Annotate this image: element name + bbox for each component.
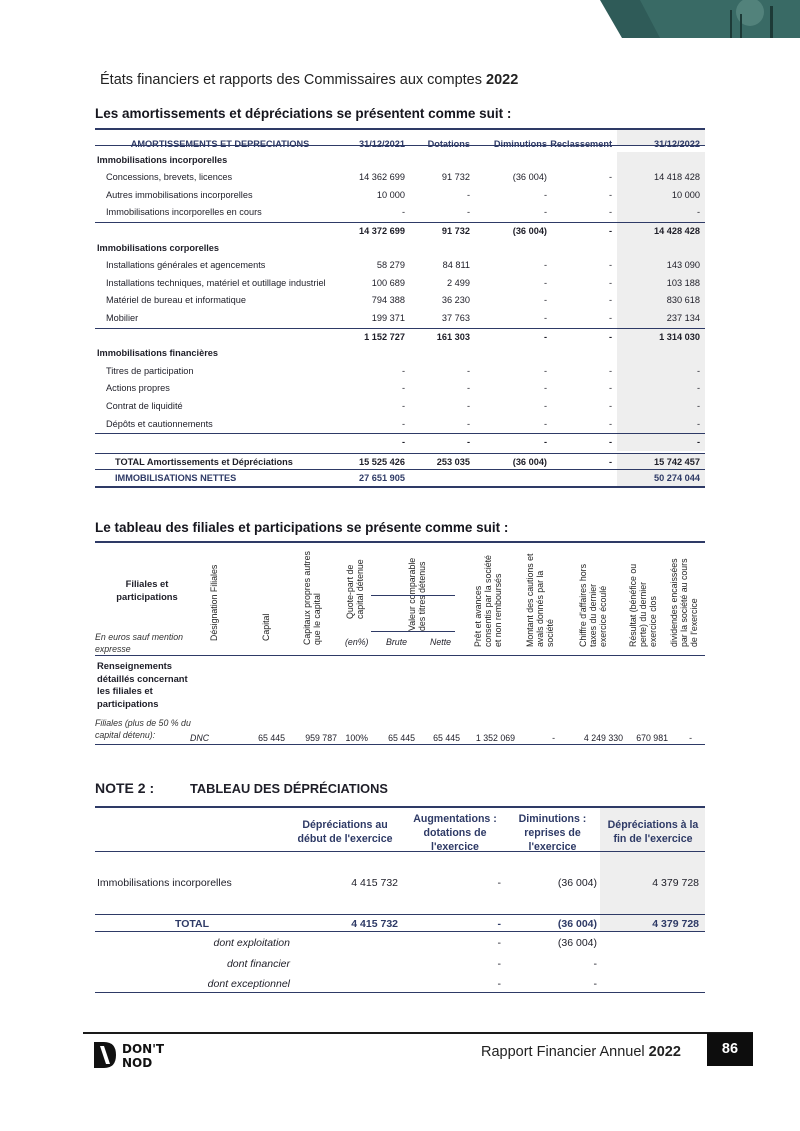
cell: 959 787 — [305, 733, 337, 743]
company-logo — [92, 1040, 192, 1070]
cell: - — [466, 365, 470, 376]
footer-report-title — [481, 1044, 681, 1060]
cell: - — [497, 958, 501, 970]
cell: 4 379 728 — [652, 877, 699, 889]
row-label: dont exploitation — [213, 937, 290, 949]
cell: - — [608, 418, 612, 429]
cell: - — [696, 365, 700, 376]
row-label: TOTAL Amortissements et Dépréciations — [115, 456, 293, 467]
page-number: 86 — [707, 1033, 753, 1066]
cell: 50 274 044 — [654, 473, 700, 484]
section-title-amortissements: Les amortissements et dépréciations se présentent comme suit : — [95, 106, 512, 121]
cell: 100 689 — [371, 277, 405, 288]
cell: - — [552, 733, 555, 743]
row-label: Contrat de liquidité — [106, 400, 183, 411]
cell: - — [696, 437, 700, 448]
cell: DNC — [190, 733, 210, 743]
row-label: Filiales (plus de 50 % du capital détenu): — [95, 718, 191, 740]
column-header: Désignation Filiales — [209, 564, 219, 641]
cell: 14 428 428 — [654, 225, 700, 236]
table-header-row — [95, 806, 705, 852]
group-title: Immobilisations incorporelles — [97, 154, 228, 165]
cell: 10 000 — [376, 189, 405, 200]
column-header: AMORTISSEMENTS ET DEPRECIATIONS — [130, 139, 310, 149]
cell: 4 415 732 — [351, 877, 398, 889]
filiales-table — [95, 541, 705, 741]
cell: - — [543, 295, 547, 306]
cell: - — [401, 365, 405, 376]
currency-note: En euros sauf mention expresse — [95, 632, 184, 654]
cell: - — [401, 400, 405, 411]
cell: (36 004) — [557, 937, 597, 949]
cell: 14 418 428 — [654, 172, 700, 183]
column-header: Chiffre d'affaires hors taxes du dernier exercice écoulé — [578, 563, 608, 647]
cell: - — [401, 383, 405, 394]
subtotal-row — [95, 433, 705, 451]
group-title: Immobilisations financières — [97, 348, 219, 359]
row-label: Immobilisations incorporelles — [97, 877, 232, 889]
depreciations-table — [95, 806, 705, 990]
group-title-row — [95, 345, 705, 363]
column-header: 31/12/2022 — [654, 139, 700, 149]
row-label: Titres de participation — [106, 365, 194, 376]
cell: - — [543, 207, 547, 218]
column-header: Résultat (bénéfice ou perte) du dernier exercice clos — [628, 563, 658, 647]
column-header: Prêt et avances consentis par la société et non remboursés — [473, 555, 503, 647]
group-title: Immobilisations corporelles — [97, 242, 220, 253]
cell: - — [543, 260, 547, 271]
cell: - — [466, 437, 470, 448]
table-row — [95, 187, 705, 205]
cell: 27 651 905 — [359, 473, 405, 484]
amortissements-table — [95, 128, 705, 488]
cell: 15 525 426 — [359, 456, 405, 467]
cell: - — [689, 733, 692, 743]
sub-header-percent: (en%) — [345, 637, 369, 647]
cell: 670 981 — [636, 733, 668, 743]
cell: 103 188 — [666, 277, 700, 288]
cell: - — [401, 418, 405, 429]
column-header: Augmentations : dotations de l'exercice — [413, 813, 497, 853]
cell: - — [608, 437, 612, 448]
section-title-filiales: Le tableau des filiales et participations se présente comme suit : — [95, 520, 509, 535]
row-label: Immobilisations incorporelles en cours — [106, 207, 262, 218]
table-row — [95, 292, 705, 310]
cell: - — [466, 418, 470, 429]
cell: - — [608, 365, 612, 376]
cell: - — [543, 365, 547, 376]
column-header: Reclassement — [550, 139, 612, 149]
row-label: dont exceptionnel — [207, 978, 290, 990]
row-label: Mobilier — [106, 312, 139, 323]
cell: 253 035 — [436, 456, 470, 467]
cell: 15 742 457 — [654, 456, 700, 467]
cell: - — [608, 260, 612, 271]
cell: - — [696, 418, 700, 429]
cell: 14 362 699 — [359, 172, 405, 183]
cell: 65 445 — [433, 733, 460, 743]
cell: - — [593, 978, 597, 990]
cell: 1 352 069 — [475, 733, 515, 743]
table-header-row — [95, 128, 705, 149]
cell: - — [608, 225, 612, 236]
column-header: Dépréciations au début de l'exercice — [297, 819, 393, 845]
row-label: Installations générales et agencements — [106, 260, 266, 271]
cell: - — [401, 437, 405, 448]
note-title: TABLEAU DES DÉPRÉCIATIONS — [190, 781, 388, 796]
svg-text:NOD: NOD — [122, 1056, 153, 1070]
table-row — [95, 363, 705, 381]
cell: - — [543, 400, 547, 411]
cell: 14 372 699 — [359, 225, 405, 236]
column-header: 31/12/2021 — [359, 139, 405, 149]
document-header — [100, 72, 518, 88]
total-row — [95, 453, 705, 471]
cell: (36 004) — [512, 456, 547, 467]
cell: 199 371 — [371, 312, 405, 323]
detail-row — [95, 955, 705, 973]
cell: 794 388 — [371, 295, 405, 306]
cell: - — [608, 400, 612, 411]
subtotal-row — [95, 222, 705, 240]
cell: - — [466, 400, 470, 411]
cell: 161 303 — [436, 331, 470, 342]
cell: - — [608, 277, 612, 288]
cell: 1 314 030 — [659, 331, 700, 342]
table-row — [95, 169, 705, 187]
cell: 237 134 — [666, 312, 700, 323]
cell: - — [696, 400, 700, 411]
cell: (36 004) — [512, 172, 547, 183]
cell: - — [497, 937, 501, 949]
cell: 36 230 — [441, 295, 470, 306]
table-row — [95, 416, 705, 434]
cell: - — [497, 877, 501, 889]
footer-divider — [83, 1032, 753, 1034]
cell: - — [543, 189, 547, 200]
cell: 4 379 728 — [652, 918, 699, 930]
svg-text:DON'T: DON'T — [122, 1042, 165, 1056]
cell: 1 152 727 — [364, 331, 405, 342]
table-row — [95, 380, 705, 398]
cell: - — [543, 418, 547, 429]
cell: 4 415 732 — [351, 918, 398, 930]
header-title: États financiers et rapports des Commissaires aux comptes — [100, 72, 482, 88]
column-header: Valeur comparable des titres détenus — [407, 557, 427, 631]
table-row — [95, 310, 705, 328]
detail-row — [95, 934, 705, 952]
table-row — [95, 398, 705, 416]
table-row — [95, 257, 705, 275]
column-header: Montant des cautions et avals donnés par la société — [525, 553, 555, 647]
cell: - — [466, 207, 470, 218]
group-title-row — [95, 152, 705, 170]
column-header: Capital — [261, 613, 271, 641]
row-label: Dépôts et cautionnements — [106, 418, 213, 429]
cell: - — [543, 277, 547, 288]
cell: 58 279 — [376, 260, 405, 271]
net-row — [95, 470, 705, 488]
column-header: Capitaux propres autres que le capital — [302, 551, 322, 645]
cell: (36 004) — [512, 225, 547, 236]
total-row — [95, 914, 705, 932]
sub-header-nette: Nette — [430, 637, 452, 647]
column-header: Quote-part de capital détenue — [345, 559, 365, 619]
cell: - — [543, 383, 547, 394]
header-banner-image — [600, 0, 800, 38]
column-header: Diminutions : reprises de l'exercice — [518, 813, 587, 853]
cell: (36 004) — [557, 877, 597, 889]
sub-header-brute: Brute — [386, 637, 408, 647]
row-label: TOTAL — [175, 918, 210, 930]
cell: - — [593, 958, 597, 970]
cell: 4 249 330 — [583, 733, 623, 743]
row-label: Concessions, brevets, licences — [106, 172, 233, 183]
cell: - — [608, 331, 612, 342]
cell: - — [543, 331, 547, 342]
cell: - — [543, 437, 547, 448]
cell: - — [608, 383, 612, 394]
cell: - — [608, 312, 612, 323]
row-label: Autres immobilisations incorporelles — [106, 189, 253, 200]
row-label: IMMOBILISATIONS NETTES — [115, 473, 237, 484]
cell: - — [497, 918, 501, 930]
cell: - — [497, 978, 501, 990]
header-year: 2022 — [486, 72, 519, 88]
note-number: NOTE 2 : — [95, 780, 155, 796]
column-header: Diminutions — [493, 139, 547, 149]
cell: - — [401, 207, 405, 218]
cell: 830 618 — [666, 295, 700, 306]
row-label: Actions propres — [106, 383, 170, 394]
cell: 10 000 — [671, 189, 700, 200]
table-row — [95, 275, 705, 293]
column-header: dividendes encaissées par la société au cours de l'exercice — [669, 558, 699, 647]
table-row — [95, 874, 705, 892]
row-label: dont financier — [226, 958, 290, 970]
cell: - — [696, 207, 700, 218]
cell: 65 445 — [388, 733, 415, 743]
cell: - — [696, 383, 700, 394]
detail-row — [95, 975, 705, 993]
cell: - — [466, 189, 470, 200]
cell: 91 732 — [441, 225, 470, 236]
cell: - — [608, 295, 612, 306]
cell: 2 499 — [447, 277, 470, 288]
row-label: Installations techniques, matériel et outillage industriel — [106, 277, 326, 288]
cell: - — [466, 383, 470, 394]
cell: 143 090 — [666, 260, 700, 271]
report-title: Rapport Financier Annuel — [481, 1044, 645, 1060]
subtotal-row — [95, 328, 705, 346]
group-title-row — [95, 240, 705, 258]
cell: - — [608, 172, 612, 183]
table-row — [95, 204, 705, 222]
cell: - — [608, 456, 612, 467]
cell: - — [608, 207, 612, 218]
cell: 91 732 — [441, 172, 470, 183]
cell: 100% — [345, 733, 368, 743]
report-year: 2022 — [648, 1044, 681, 1060]
column-header: Dépréciations à la fin de l'exercice — [607, 819, 699, 845]
filiale-row — [95, 733, 705, 745]
cell: - — [608, 189, 612, 200]
column-header: Dotations — [427, 139, 470, 149]
cell: 37 763 — [441, 312, 470, 323]
cell: 84 811 — [442, 260, 470, 271]
row-label: Matériel de bureau et informatique — [106, 295, 246, 306]
cell: 65 445 — [258, 733, 285, 743]
cell: - — [543, 312, 547, 323]
info-label: Renseignements détaillés concernant les filiales et participations — [97, 660, 188, 709]
cell: (36 004) — [557, 918, 597, 930]
corner-label: Filiales et participations — [116, 578, 178, 602]
